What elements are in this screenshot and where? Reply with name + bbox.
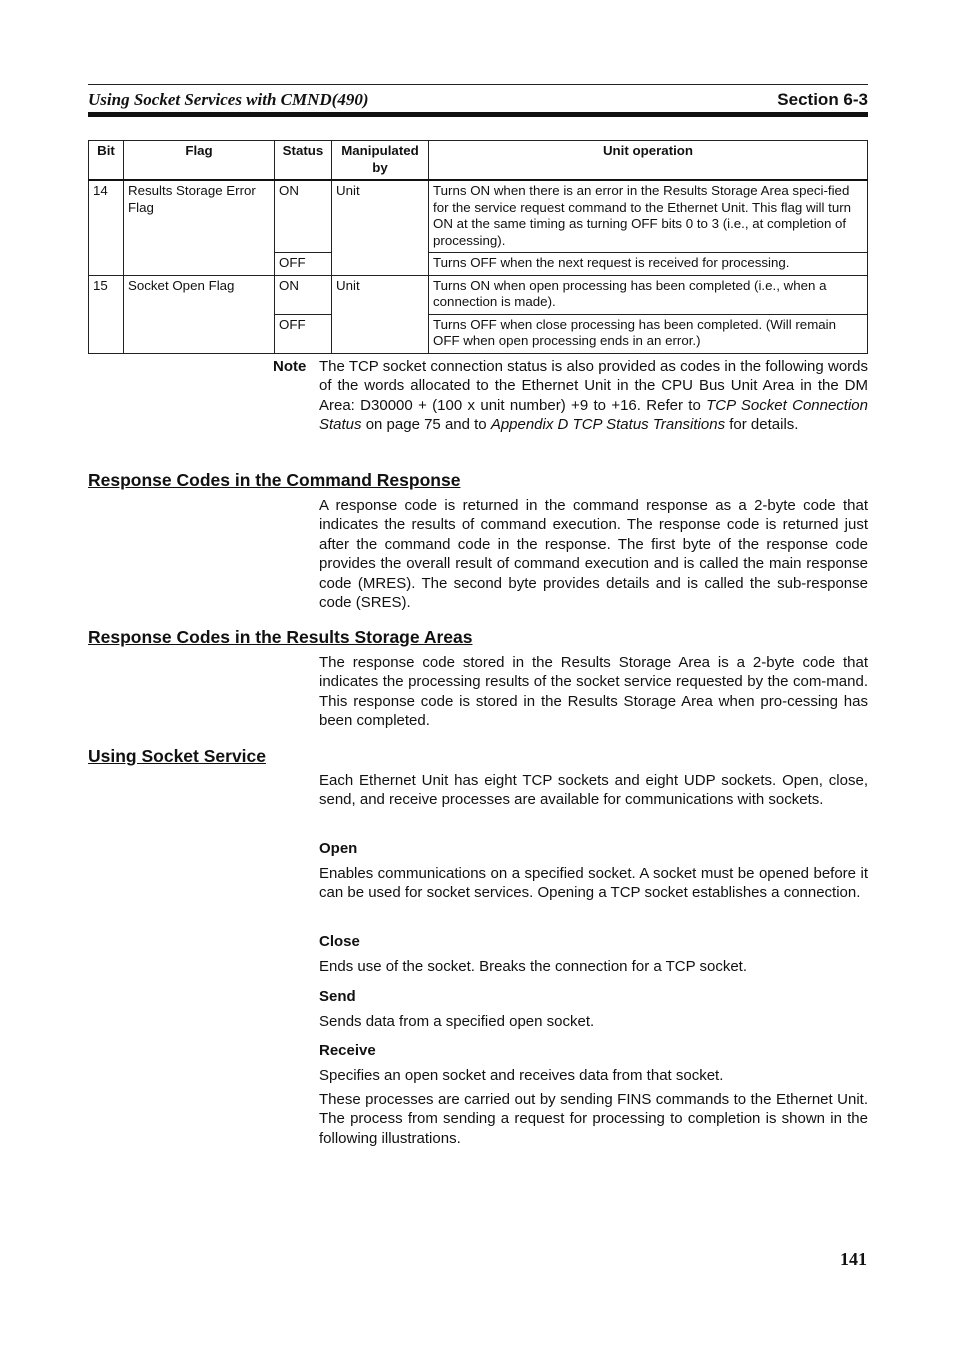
col-header-manipulated-by: Manipulated by (332, 141, 429, 181)
table-row (89, 275, 868, 314)
cell-flag: Results Storage Error Flag (124, 180, 275, 275)
subheading-close: Close (319, 933, 360, 950)
note-text (319, 357, 868, 435)
running-header-title: Using Socket Services with CMND(490) (88, 90, 369, 109)
cell-bit: 14 (89, 180, 124, 275)
paragraph-response-codes-command: A response code is returned in the command response as a 2-byte code that indicates the results of command execution. The response code is returned just after the command code in the response. The first byte of the response code provides the overall result of command execution and is called the main response code (MRES). The second byte provides details and is called the sub-response code (SRES). (319, 497, 868, 612)
heading-response-codes-storage: Response Codes in the Results Storage Areas (88, 627, 473, 647)
cell-operation: Turns OFF when the next request is received for processing. (429, 253, 868, 276)
paragraph-open: Enables communications on a specified socket. A socket must be opened before it can be used for socket services. Opening a TCP socket establishes a connection. (319, 865, 868, 902)
heading-using-socket-service: Using Socket Service (88, 746, 266, 766)
table-header-row (89, 141, 868, 181)
col-header-flag: Flag (124, 141, 275, 181)
paragraph-send: Sends data from a specified open socket. (319, 1013, 595, 1030)
paragraph-response-codes-storage: The response code stored in the Results Storage Area is a 2-byte code that indicates the processing results of the socket service requested by the com-mand. This response code is stored in the Results Storage Area when pro-cessing has been completed. (319, 654, 868, 730)
header-bottom-rule (88, 112, 868, 117)
section-label: Section 6-3 (777, 90, 868, 109)
cell-bit: 15 (89, 275, 124, 353)
cell-status: OFF (275, 253, 332, 276)
paragraph-socket-intro: Each Ethernet Unit has eight TCP sockets and eight UDP sockets. Open, close, send, and receive processes are available for communications with sockets. (319, 772, 868, 809)
paragraph-receive: Specifies an open socket and receives data from that socket. (319, 1067, 724, 1084)
cell-status: OFF (275, 314, 332, 353)
heading-response-codes-command: Response Codes in the Command Response (88, 470, 461, 490)
subheading-send: Send (319, 988, 356, 1005)
cell-manipulated-by: Unit (332, 180, 429, 275)
col-header-status: Status (275, 141, 332, 181)
header-top-rule (88, 84, 868, 85)
cell-operation: Turns ON when there is an error in the Results Storage Area speci-fied for the service request command to the Ethernet Unit. This flag will turn ON at the same timing as turning OFF bits 0 to 3 (i.e., at completion of processing). (429, 180, 868, 253)
paragraph-closing: These processes are carried out by sending FINS commands to the Ethernet Unit. The process from sending a request for processing to completion is shown in the following illustrations. (319, 1091, 868, 1147)
table-row (89, 180, 868, 253)
note-text-part: for details. (725, 416, 799, 434)
cell-operation: Turns ON when open processing has been completed (i.e., when a connection is made). (429, 275, 868, 314)
cell-status: ON (275, 275, 332, 314)
note-label: Note (273, 358, 307, 375)
col-header-bit: Bit (89, 141, 124, 181)
subheading-receive: Receive (319, 1042, 376, 1059)
flag-table (88, 140, 868, 354)
cell-operation: Turns OFF when close processing has been completed. (Will remain OFF when open processing ends in an error.) (429, 314, 868, 353)
page-number: 141 (840, 1249, 867, 1269)
cross-reference: Appendix D TCP Status Transitions (490, 416, 726, 434)
cell-status: ON (275, 180, 332, 253)
cross-reference: TCP Socket Connection Status (319, 396, 868, 434)
subheading-open: Open (319, 840, 358, 857)
cell-manipulated-by: Unit (332, 275, 429, 353)
paragraph-close: Ends use of the socket. Breaks the connection for a TCP socket. (319, 958, 748, 975)
cell-flag: Socket Open Flag (124, 275, 275, 353)
note-text-part: on page 75 and to (361, 416, 491, 434)
note-text-part: The TCP socket connection status is also provided as codes in the following words of the words allocated to the Ethernet Unit in the CPU Bus Unit Area in the DM Area: D30000 + (100 x unit number) +9 to +16. Refer to (319, 358, 868, 414)
col-header-unit-operation: Unit operation (429, 141, 868, 181)
